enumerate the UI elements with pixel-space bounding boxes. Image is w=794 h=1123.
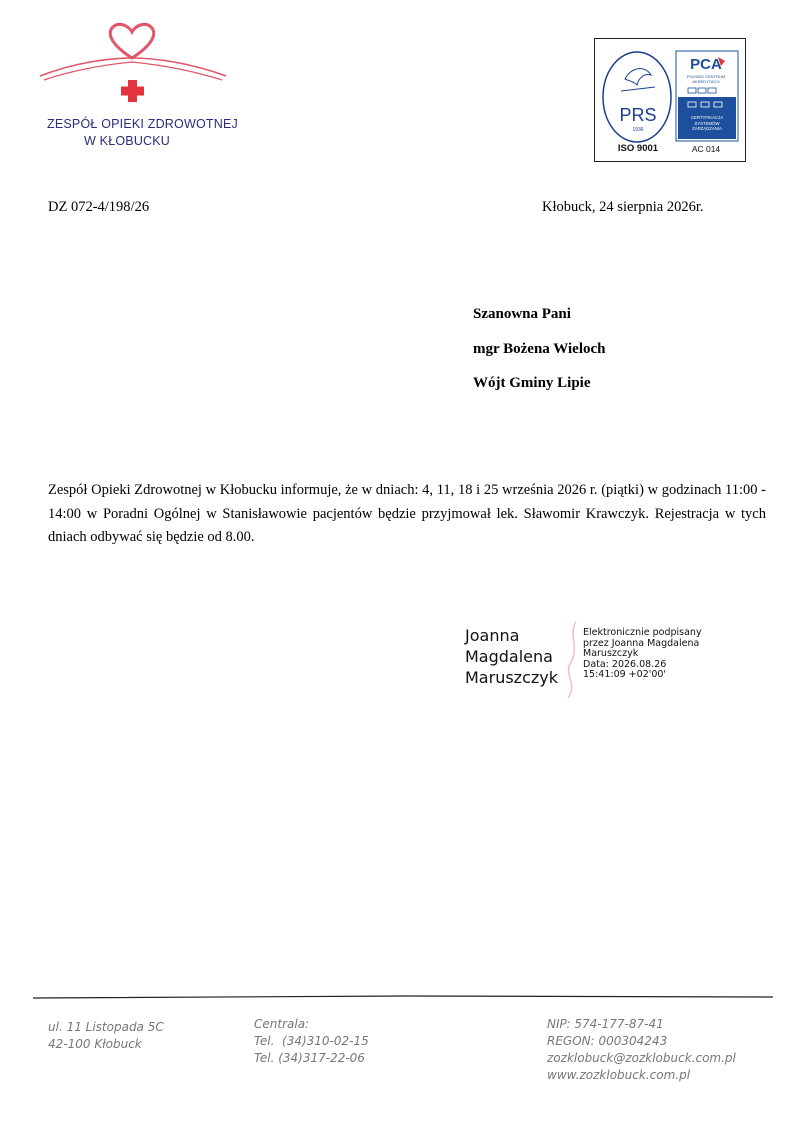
signature-name bbox=[465, 625, 558, 688]
recipient-name: mgr Bożena Wieloch bbox=[473, 341, 606, 357]
pca-subtitle: POLSKIE CENTRUM AKREDYTACJI bbox=[686, 74, 726, 84]
recipient-salutation: Szanowna Pani bbox=[473, 306, 571, 322]
footer-website: www.zozklobuck.com.pl bbox=[547, 1068, 691, 1082]
certification-badges bbox=[594, 38, 746, 162]
signature-name-line3: Maruszczyk bbox=[465, 668, 558, 687]
prs-text: PRS bbox=[619, 105, 657, 125]
recipient-title: Wójt Gminy Lipie bbox=[473, 375, 591, 391]
footer-contact-line1: Centrala: bbox=[254, 1017, 310, 1031]
footer-registry bbox=[547, 1016, 736, 1084]
letter-body: Zespół Opieki Zdrowotnej w Kłobucku informuje, że w dniach: 4, 11, 18 i 25 września 2026 r. (piątki) w godzinach 11:00 - 14:00 w Poradni Ogólnej w Stanisławowie pacjentów będzie przyjmował lek. Sławomir Krawczyk. Rejestracja w tych dniach odbywać się będzie od 8.00. bbox=[48, 482, 766, 545]
prs-year: 1936 bbox=[632, 127, 644, 133]
footer-address-line1: ul. 11 Listopada 5C bbox=[48, 1020, 164, 1034]
signature-name-line2: Magdalena bbox=[465, 647, 553, 666]
logo-text-line1: ZESPÓŁ OPIEKI ZDROWOTNEJ bbox=[47, 117, 238, 131]
logo-text-line2: W KŁOBUCKU bbox=[84, 134, 171, 148]
signature-info-line4: Data: 2026.08.26 bbox=[583, 658, 667, 670]
iso-label: ISO 9001 bbox=[617, 143, 659, 154]
footer-divider bbox=[33, 994, 773, 1000]
footer-address bbox=[48, 1019, 164, 1053]
footer-email: zozklobuck@zozklobuck.com.pl bbox=[547, 1051, 736, 1065]
organization-logo bbox=[36, 22, 236, 152]
reference-number: DZ 072-4/198/26 bbox=[48, 199, 150, 215]
footer-contact-line2: Tel. (34)310-02-15 bbox=[254, 1034, 369, 1048]
pca-cert-text: CERTYFIKACJA SYSTEMÓW ZARZĄDZANIA bbox=[690, 115, 724, 131]
footer-regon: REGON: 000304243 bbox=[547, 1034, 668, 1048]
footer-contact bbox=[254, 1016, 369, 1067]
footer-nip: NIP: 574-177-87-41 bbox=[547, 1017, 664, 1031]
signature-info-line2: przez Joanna Magdalena bbox=[583, 637, 700, 649]
signature-name-line1: Joanna bbox=[465, 626, 520, 645]
signature-info-line1: Elektronicznie podpisany bbox=[583, 627, 702, 638]
signature-info-line5: 15:41:09 +02'00' bbox=[583, 669, 667, 680]
ac-label: AC 014 bbox=[691, 144, 721, 154]
signature-info-line3: Maruszczyk bbox=[583, 648, 639, 659]
footer-contact-line3: Tel. (34)317-22-06 bbox=[254, 1051, 365, 1065]
footer-address-line2: 42-100 Kłobuck bbox=[48, 1037, 142, 1051]
heart-cross-icon bbox=[36, 22, 236, 117]
pca-title: PCA bbox=[690, 56, 722, 73]
signature-info bbox=[583, 628, 702, 681]
place-date: Kłobuck, 24 sierpnia 2026r. bbox=[542, 199, 704, 215]
